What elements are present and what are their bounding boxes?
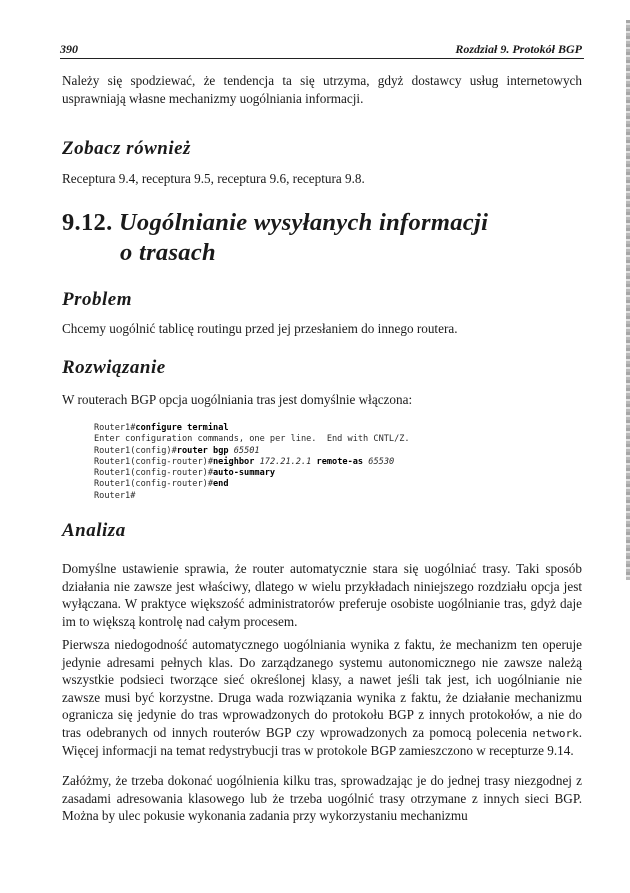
page-edge-decoration xyxy=(626,20,630,580)
see-also-text: Receptura 9.4, receptura 9.5, receptura 9.6, receptura 9.8. xyxy=(62,171,365,186)
code-line: Enter configuration commands, one per line. End with CNTL/Z. xyxy=(94,434,410,445)
analysis-paragraph-3: Załóżmy, że trzeba dokonać uogólnienia kilku tras, sprowadzając je do jednej trasy niezgodnej z zasadami adresowania klasowego lub że trzeba uogólnić trasy otrzymane z innych sieci BGP. Można by ulec pokusie wykonania zadania przy wykorzystaniu mechanizmu xyxy=(62,773,582,823)
header-rule xyxy=(60,58,584,59)
section-title-line1: Uogólnianie wysyłanych informacji xyxy=(118,209,489,236)
code-line: Router1(config-router)#end xyxy=(94,479,229,490)
intro-paragraph: Należy się spodziewać, że tendencja ta się utrzyma, gdyż dostawcy usług internetowych usprawniają własne mechanizmy uogólniania informacji. xyxy=(62,73,582,106)
running-header xyxy=(60,42,582,57)
section-title-line2: o trasach xyxy=(120,239,216,266)
code-line: Router1(config-router)#auto-summary xyxy=(94,468,276,479)
analysis-heading: Analiza xyxy=(62,520,126,541)
problem-text: Chcemy uogólnić tablicę routingu przed jej przesłaniem do innego routera. xyxy=(62,321,458,336)
problem-heading: Problem xyxy=(62,289,132,310)
page-number: 390 xyxy=(60,42,78,56)
code-line: Router1(config)#router bgp 65501 xyxy=(94,445,260,456)
solution-text: W routerach BGP opcja uogólniania tras jest domyślnie włączona: xyxy=(62,392,413,407)
analysis-paragraph-1: Domyślne ustawienie sprawia, że router automatycznie stara się uogólniać trasy. Taki sposób działania nie zawsze jest właściwy, dlatego w wielu przykładach niniejszego rozdziału opcja jest wyłączana. W praktyce większość administratorów preferuje osobiste uogólnianie tras, gdyż daje im to większą kontrolę nad całym procesem. xyxy=(62,561,582,629)
code-line: Router1# xyxy=(94,490,136,501)
code-line: Router1(config-router)#neighbor 172.21.2.1 remote-as 65530 xyxy=(94,456,395,467)
running-title: Rozdział 9. Protokół BGP xyxy=(455,42,582,56)
see-also-heading: Zobacz również xyxy=(62,138,191,159)
code-line: Router1#configure terminal xyxy=(94,423,229,433)
section-number: 9.12. xyxy=(62,209,113,236)
solution-heading: Rozwiązanie xyxy=(62,357,166,378)
section-title xyxy=(62,208,488,268)
analysis-paragraph-2: Pierwsza niedogodność automatycznego uogólniania wynika z faktu, że mechanizm ten operuje jedynie adresami pełnych klas. Do zarządzanego systemu autonomicznego nie zawsze należą wszystkie podsieci tworzące sieć określonej klasy, a nawet jeśli tak jest, ich uogólnianie nie zawsze musi być korzystne. Druga wada rozwiązania wynika z faktu, że działanie mechanizmu ogranicza się jedynie do tras wprowadzonych do protokołu BGP z innych protokołów, a nie do tras odebranych od innych routerów BGP czy wprowadzonych za pomocą polecenia network. Więcej informacji na temat redystrybucji tras w protokole BGP zamieszczono w recepturze 9.14. xyxy=(62,637,582,758)
inline-code-network: network xyxy=(532,726,579,740)
code-listing xyxy=(94,423,564,502)
